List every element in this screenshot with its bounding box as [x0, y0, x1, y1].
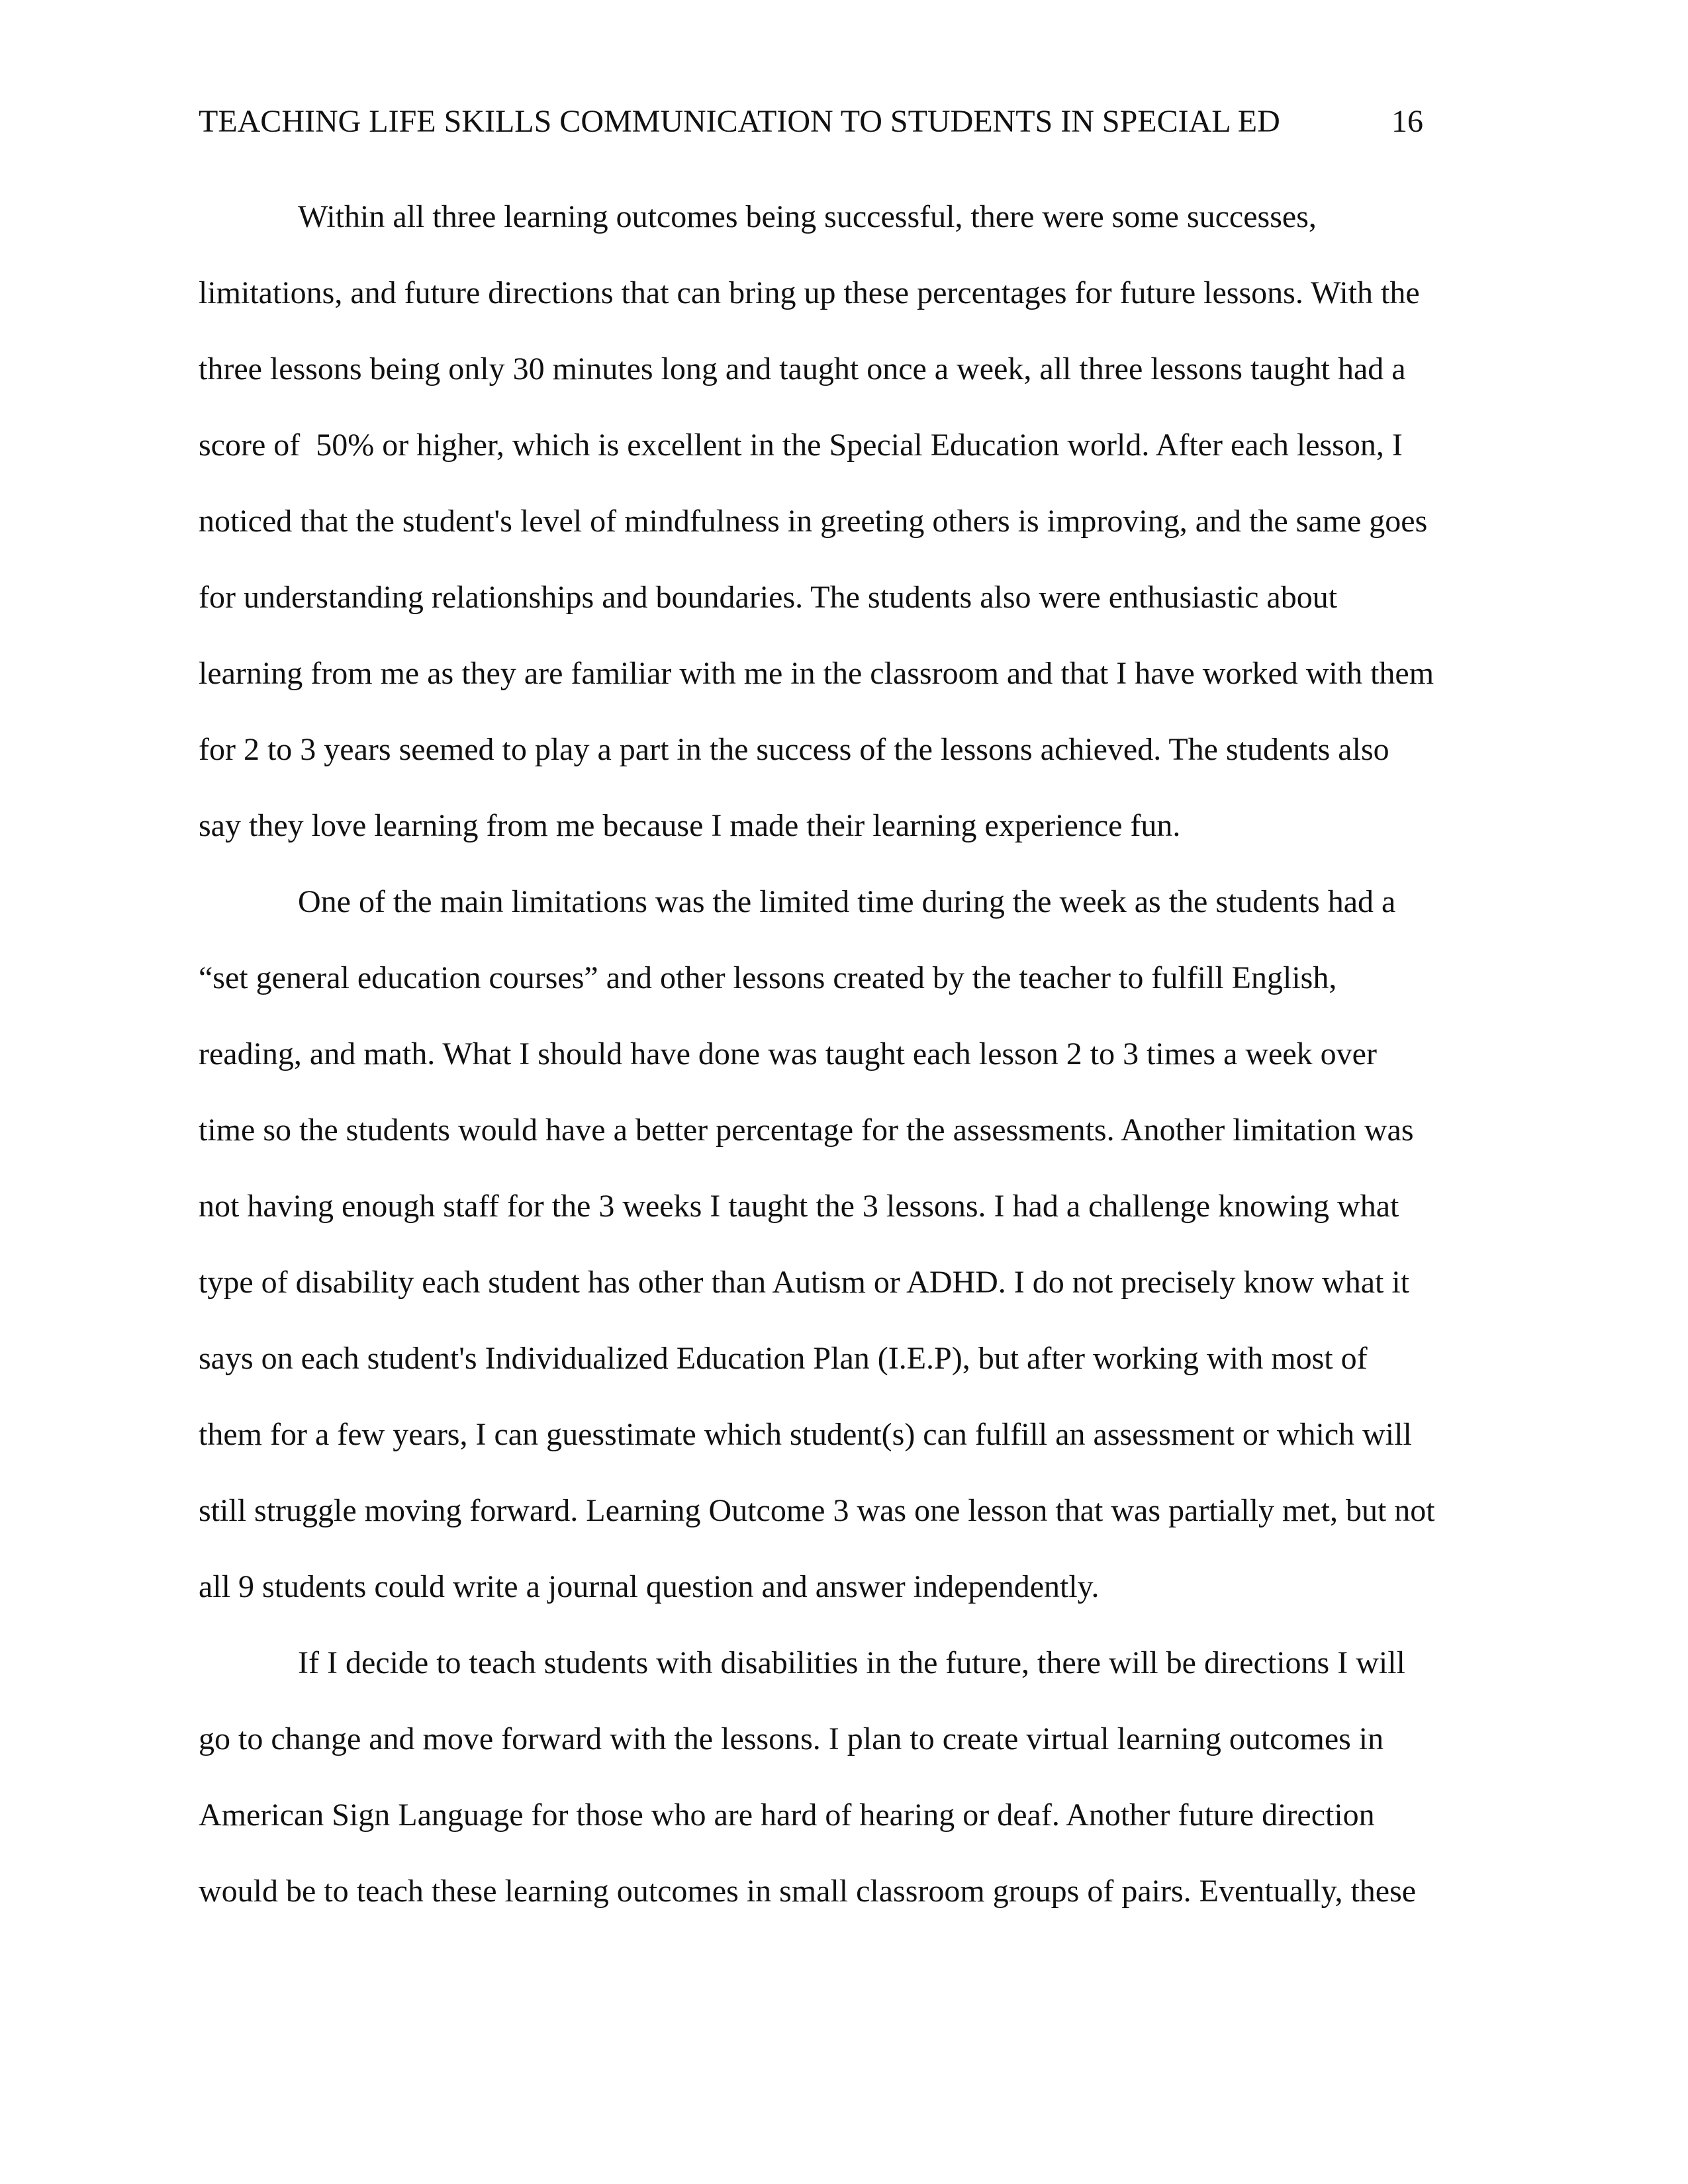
paragraph-line: three lessons being only 30 minutes long and taught once a week, all three lessons taught had a: [199, 351, 1406, 387]
page-number: 16: [1391, 104, 1423, 139]
paragraph-line: still struggle moving forward. Learning Outcome 3 was one lesson that was partially met, but not: [199, 1493, 1435, 1528]
paragraph-line: for 2 to 3 years seemed to play a part in the success of the lessons achieved. The students also: [199, 732, 1389, 767]
paragraph-line: Within all three learning outcomes being successful, there were some successes,: [298, 199, 1317, 234]
paragraph-line: One of the main limitations was the limited time during the week as the students had a: [298, 884, 1396, 919]
paragraph-line: would be to teach these learning outcomes in small classroom groups of pairs. Eventually, these: [199, 1874, 1417, 1909]
running-head: [199, 101, 1423, 143]
running-head-title: TEACHING LIFE SKILLS COMMUNICATION TO STUDENTS IN SPECIAL ED: [199, 104, 1280, 139]
paragraph-line: all 9 students could write a journal question and answer independently.: [199, 1569, 1100, 1604]
paragraph-line: time so the students would have a better percentage for the assessments. Another limitation was: [199, 1113, 1414, 1148]
paragraph-line: learning from me as they are familiar with me in the classroom and that I have worked with them: [199, 656, 1434, 691]
paragraph-line: say they love learning from me because I made their learning experience fun.: [199, 808, 1181, 843]
paragraph-line: says on each student's Individualized Education Plan (I.E.P), but after working with most of: [199, 1341, 1368, 1376]
paragraph-line: go to change and move forward with the lessons. I plan to create virtual learning outcomes in: [199, 1721, 1384, 1756]
paragraph-3: [199, 1642, 1489, 1946]
paragraph-2: [199, 881, 1489, 1642]
paragraph-line: score of 50% or higher, which is excellent in the Special Education world. After each lesson, I: [199, 428, 1403, 463]
paragraph-line: reading, and math. What I should have done was taught each lesson 2 to 3 times a week over: [199, 1036, 1377, 1071]
paragraph-line: If I decide to teach students with disabilities in the future, there will be directions I will: [298, 1645, 1405, 1680]
paragraph-line: type of disability each student has other than Autism or ADHD. I do not precisely know what it: [199, 1265, 1410, 1300]
paragraph-line: for understanding relationships and boundaries. The students also were enthusiastic about: [199, 580, 1338, 615]
paragraph-line: American Sign Language for those who are hard of hearing or deaf. Another future direction: [199, 1797, 1375, 1833]
paragraph-line: limitations, and future directions that can bring up these percentages for future lessons. With the: [199, 275, 1420, 310]
body-text: [199, 196, 1489, 1946]
paragraph-line: noticed that the student's level of mindfulness in greeting others is improving, and the same goes: [199, 504, 1428, 539]
paragraph-line: not having enough staff for the 3 weeks I taught the 3 lessons. I had a challenge knowing what: [199, 1189, 1399, 1224]
paragraph-line: “set general education courses” and other lessons created by the teacher to fulfill English,: [199, 960, 1337, 995]
paragraph-line: them for a few years, I can guesstimate which student(s) can fulfill an assessment or which will: [199, 1417, 1412, 1452]
paragraph-1: [199, 196, 1489, 881]
